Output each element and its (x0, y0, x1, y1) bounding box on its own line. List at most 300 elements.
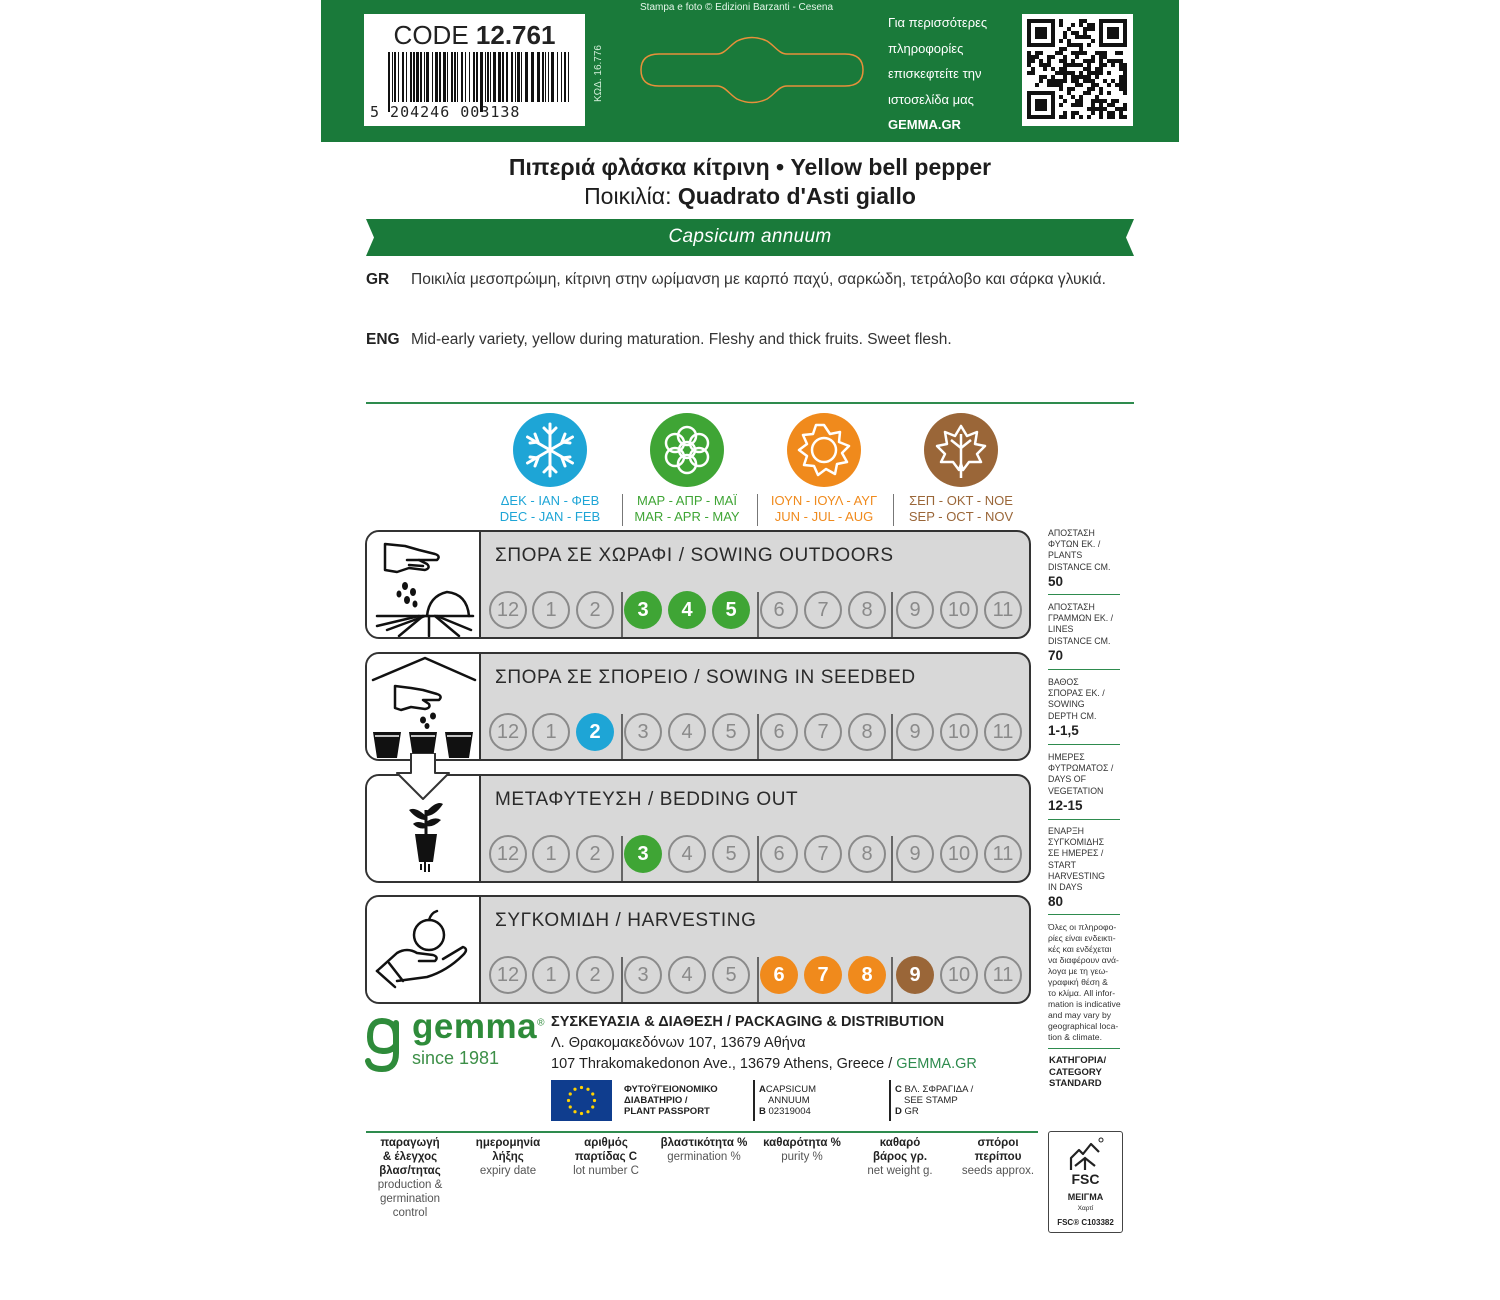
month-circle: 6 (760, 835, 798, 873)
brand-since: since 1981 (412, 1048, 500, 1068)
footer-col-germination (654, 1136, 754, 1164)
qr-module (1071, 79, 1075, 83)
qr-module (1043, 107, 1047, 111)
brand-reg: ® (537, 1017, 545, 1029)
qr-module (1047, 63, 1051, 67)
quarter-divider (621, 714, 623, 759)
month-circle: 6 (760, 591, 798, 629)
qr-module (1063, 63, 1067, 67)
footer-label-gr: βάρος γρ. (872, 1151, 928, 1163)
qr-module (1083, 91, 1087, 95)
qr-module (1115, 27, 1119, 31)
season-label-en: MAR - APR - MAY (634, 509, 740, 524)
qr-module (1027, 51, 1031, 55)
description-text: Ποικιλία μεσοπρώιμη, κίτρινη στην ωρίμανση με καρπό παχύ, σαρκώδη, τετράλοβο και σάρκα γλυκιά. (411, 271, 1106, 288)
qr-module (1043, 75, 1047, 79)
barcode-bar (402, 52, 404, 102)
month-circle: 11 (984, 835, 1022, 873)
qr-module (1039, 79, 1043, 83)
barcode-bar (515, 52, 516, 102)
info-label: ΓΡΑΜΜΩΝ ΕΚ. / (1048, 613, 1114, 624)
barcode-bar (511, 52, 513, 102)
month-circle: 7 (804, 835, 842, 873)
barcode-bar (410, 52, 412, 102)
qr-module (1087, 75, 1091, 79)
qr-module (1079, 23, 1083, 27)
website-link[interactable]: GEMMA.GR (896, 1056, 977, 1072)
more-info-line: επισκεφτείτε την (888, 66, 982, 81)
passport-value: 02319004 (768, 1106, 811, 1117)
footer-col-expiry (458, 1136, 558, 1178)
qr-module (1123, 87, 1127, 91)
barcode-bar (432, 52, 433, 102)
qr-module (1119, 87, 1123, 91)
qr-module (1039, 43, 1043, 47)
footer-label-gr: καθαρό (879, 1137, 921, 1149)
qr-module (1027, 63, 1031, 67)
passport-key: B (759, 1106, 766, 1117)
qr-module (1099, 59, 1103, 63)
qr-module (1079, 75, 1083, 79)
footer-col-weight (850, 1136, 950, 1178)
qr-module (1119, 107, 1123, 111)
qr-module (1099, 91, 1103, 95)
info-label: VEGETATION (1048, 785, 1104, 796)
qr-module (1051, 111, 1055, 115)
qr-module (1095, 71, 1099, 75)
brand-word: gemma (412, 1007, 538, 1046)
arrow-down-icon (395, 753, 451, 801)
qr-module (1063, 111, 1067, 115)
qr-module (1091, 71, 1095, 75)
passport-fields-ab (759, 1084, 816, 1117)
info-divider (1048, 669, 1120, 670)
disclaimer-line: and may vary by (1048, 1010, 1112, 1020)
qr-module (1083, 35, 1087, 39)
address-en (551, 1056, 977, 1072)
month-circle: 10 (940, 713, 978, 751)
qr-module (1123, 39, 1127, 43)
qr-module (1035, 91, 1039, 95)
qr-module (1103, 43, 1107, 47)
qr-module (1031, 67, 1035, 71)
qr-module (1111, 115, 1115, 119)
month-circle: 5 (712, 713, 750, 751)
qr-module (1079, 95, 1083, 99)
month-circle: 12 (489, 713, 527, 751)
qr-module (1027, 23, 1031, 27)
fsc-label: ΜΕΙΓΜΑ (1067, 1192, 1104, 1202)
footer-label-gr: παραγωγή (380, 1137, 440, 1149)
qr-module (1095, 99, 1099, 103)
eu-star (591, 1105, 594, 1108)
qr-module (1047, 55, 1051, 59)
month-circle: 12 (489, 591, 527, 629)
month-circle: 3 (624, 713, 662, 751)
barcode-bar (392, 52, 393, 102)
qr-module (1123, 79, 1127, 83)
barcode-bar (476, 52, 478, 102)
qr-module (1031, 59, 1035, 63)
qr-module (1115, 107, 1119, 111)
qr-module (1035, 27, 1039, 31)
hang-hole-icon (637, 36, 867, 104)
barcode-bar (564, 52, 566, 102)
qr-module (1035, 43, 1039, 47)
qr-module (1059, 39, 1063, 43)
qr-module (1035, 83, 1039, 87)
qr-module (1079, 47, 1083, 51)
qr-module (1091, 83, 1095, 87)
qr-module (1075, 103, 1079, 107)
qr-module (1099, 115, 1103, 119)
qr-module (1035, 115, 1039, 119)
qr-module (1027, 27, 1031, 31)
season-label-en: JUN - JUL - AUG (774, 509, 874, 524)
disclaimer-line: geographical loca- (1048, 1021, 1119, 1031)
row-icon-cell (367, 897, 481, 1002)
qr-module (1027, 19, 1031, 23)
barcode-bar (531, 52, 534, 102)
qr-module (1031, 55, 1035, 59)
quarter-divider (891, 714, 893, 759)
fsc-name: FSC (1071, 1171, 1100, 1187)
passport-label-line: ΦΥΤΟΫΓΕΙΟΝΟΜΙΚΟ (624, 1084, 718, 1095)
qr-module (1111, 111, 1115, 115)
barcode-bar (521, 52, 522, 102)
month-circle: 2 (576, 956, 614, 994)
qr-module (1119, 67, 1123, 71)
month-circle: 10 (940, 591, 978, 629)
barcode-bar (406, 52, 407, 102)
qr-module (1035, 35, 1039, 39)
barcode-bar (461, 52, 463, 102)
barcode-bar (420, 52, 422, 102)
footer-label-en: expiry date (479, 1165, 537, 1177)
disclaimer-line: το κλίμα. All infor- (1048, 988, 1116, 998)
month-circle: 6 (760, 713, 798, 751)
footer-divider (366, 1131, 1038, 1133)
qr-box[interactable] (1022, 14, 1133, 126)
month-circle: 4 (668, 713, 706, 751)
qr-module (1071, 63, 1075, 67)
qr-module (1055, 71, 1059, 75)
eu-star (567, 1099, 570, 1102)
qr-module (1111, 35, 1115, 39)
info-label: ΣΥΓΚΟΜΙΔΗΣ (1048, 837, 1105, 848)
qr-module (1083, 51, 1087, 55)
qr-module (1111, 103, 1115, 107)
footer-label-gr: λήξης (492, 1151, 524, 1163)
passport-label-line: ΔΙΑΒΑΤΗΡΙΟ / (624, 1095, 688, 1106)
qr-module (1103, 63, 1107, 67)
qr-module (1083, 67, 1087, 71)
disclaimer-line: ρίες είναι ενδεικτι- (1048, 933, 1116, 943)
qr-module (1115, 51, 1119, 55)
qr-module (1075, 55, 1079, 59)
qr-module (1103, 55, 1107, 59)
qr-module (1051, 55, 1055, 59)
website-link[interactable]: GEMMA.GR (888, 117, 961, 132)
qr-module (1103, 107, 1107, 111)
qr-module (1091, 99, 1095, 103)
month-circle: 10 (940, 956, 978, 994)
season-label-gr: ΜΑΡ - ΑΠΡ - ΜΑΪ (637, 493, 737, 508)
info-days-vegetation (1048, 752, 1120, 814)
qr-module (1027, 59, 1031, 63)
barcode-bar (561, 52, 562, 102)
month-circle: 5 (712, 835, 750, 873)
qr-module (1067, 71, 1071, 75)
qr-module (1099, 51, 1103, 55)
qr-module (1087, 115, 1091, 119)
eu-star (580, 1112, 583, 1115)
barcode-bar (454, 52, 456, 102)
footer-col-seeds (948, 1136, 1048, 1178)
month-circle-active: 3 (624, 835, 662, 873)
season-autumn (893, 412, 1029, 525)
info-label: LINES (1048, 624, 1074, 635)
barcode-bar (557, 52, 558, 102)
info-sowing-depth (1048, 677, 1120, 739)
qr-module (1059, 103, 1063, 107)
qr-module (1087, 35, 1091, 39)
product-code (364, 20, 585, 51)
info-label: DISTANCE CM. (1048, 561, 1111, 572)
info-label: DEPTH CM. (1048, 710, 1097, 721)
qr-module (1115, 83, 1119, 87)
qr-module (1099, 67, 1103, 71)
qr-module (1119, 83, 1123, 87)
qr-module (1087, 23, 1091, 27)
eu-star (569, 1092, 572, 1095)
month-circle: 9 (896, 713, 934, 751)
qr-module (1099, 71, 1103, 75)
qr-module (1119, 115, 1123, 119)
qr-module (1111, 79, 1115, 83)
qr-module (1075, 99, 1079, 103)
qr-module (1087, 87, 1091, 91)
qr-module (1087, 43, 1091, 47)
month-circle: 11 (984, 591, 1022, 629)
qr-module (1123, 31, 1127, 35)
qr-module (1091, 79, 1095, 83)
qr-module (1115, 43, 1119, 47)
info-label: PLANTS (1048, 550, 1083, 561)
qr-module (1051, 39, 1055, 43)
quarter-divider (757, 714, 759, 759)
qr-module (1087, 107, 1091, 111)
season-label-gr: ΙΟΥΝ - ΙΟΥΛ - ΑΥΓ (770, 493, 878, 508)
info-label: ΕΝΑΡΞΗ (1048, 826, 1085, 836)
qr-module (1107, 103, 1111, 107)
passport-value: ANNUUM (768, 1095, 810, 1106)
qr-module (1043, 67, 1047, 71)
barcode-bar (537, 52, 540, 102)
qr-module (1043, 35, 1047, 39)
qr-module (1075, 79, 1079, 83)
barcode-bar (493, 52, 496, 102)
qr-module (1107, 59, 1111, 63)
barcode-bar (517, 52, 520, 102)
info-label: IN DAYS (1048, 882, 1083, 893)
qr-module (1063, 59, 1067, 63)
row-harvesting (365, 895, 1031, 1004)
qr-module (1051, 35, 1055, 39)
quarter-divider (757, 836, 759, 881)
qr-module (1099, 99, 1103, 103)
qr-module (1071, 51, 1075, 55)
qr-module (1123, 43, 1127, 47)
qr-module (1059, 19, 1063, 23)
qr-module (1047, 43, 1051, 47)
footer-label-en: purity % (781, 1151, 823, 1163)
month-circle: 12 (489, 956, 527, 994)
row-sowing-outdoors (365, 530, 1031, 639)
qr-module (1075, 31, 1079, 35)
footer-label-gr: & έλεγχος (382, 1151, 438, 1163)
footer-label-gr: βλαστικότητα % (660, 1137, 748, 1149)
footer-label-gr: περίπου (974, 1151, 1022, 1163)
category-line: STANDARD (1049, 1078, 1102, 1089)
more-info-line: ιστοσελίδα μας (888, 91, 974, 107)
qr-module (1115, 19, 1119, 23)
qr-module (1063, 115, 1067, 119)
passport-key: D (895, 1106, 902, 1117)
sowing-outdoors-icon (367, 532, 481, 637)
info-start-harvesting (1048, 826, 1120, 910)
qr-module (1047, 19, 1051, 23)
qr-module (1123, 19, 1127, 23)
qr-module (1079, 103, 1083, 107)
qr-module (1107, 71, 1111, 75)
qr-module (1043, 115, 1047, 119)
qr-module (1107, 35, 1111, 39)
footer-label-gr: παρτίδας C (574, 1151, 638, 1163)
qr-module (1027, 91, 1031, 95)
info-label: SOWING (1048, 699, 1085, 710)
qr-module (1099, 55, 1103, 59)
qr-module (1087, 91, 1091, 95)
info-value: 80 (1048, 894, 1064, 910)
footer-col-purity (752, 1136, 852, 1164)
qr-module (1083, 27, 1087, 31)
qr-module (1111, 19, 1115, 23)
qr-module (1071, 43, 1075, 47)
qr-module (1027, 35, 1031, 39)
month-circle-active: 4 (668, 591, 706, 629)
qr-module (1039, 31, 1043, 35)
row-sowing-seedbed (365, 652, 1031, 761)
qr-module (1043, 103, 1047, 107)
qr-module (1107, 31, 1111, 35)
qr-module (1111, 31, 1115, 35)
category-line: CATEGORY (1049, 1066, 1102, 1078)
month-circle: 1 (532, 835, 570, 873)
month-circle: 11 (984, 713, 1022, 751)
qr-module (1039, 99, 1043, 103)
qr-module (1083, 75, 1087, 79)
qr-module (1035, 31, 1039, 35)
barcode-digits: 5 204246 003138 (370, 103, 521, 121)
barcode-bar (490, 52, 491, 102)
qr-module (1063, 75, 1067, 79)
season-label-en: SEP - OCT - NOV (908, 509, 1014, 524)
barcode-bar (443, 52, 446, 102)
qr-module (1123, 67, 1127, 71)
qr-module (1035, 103, 1039, 107)
qr-module (1123, 91, 1127, 95)
qr-module (1107, 83, 1111, 87)
footer-label-gr: σπόροι (977, 1137, 1019, 1149)
month-circle: 7 (804, 713, 842, 751)
qr-module (1059, 87, 1063, 91)
barcode-bar (435, 52, 438, 102)
qr-module (1091, 55, 1095, 59)
qr-module (1107, 19, 1111, 23)
qr-module (1067, 43, 1071, 47)
qr-module (1099, 31, 1103, 35)
qr-module (1119, 43, 1123, 47)
qr-module (1071, 111, 1075, 115)
info-plants-distance (1048, 528, 1120, 590)
qr-module (1091, 103, 1095, 107)
qr-module (1123, 23, 1127, 27)
qr-module (1119, 75, 1123, 79)
qr-module (1051, 43, 1055, 47)
kod-code: ΚΩΔ. 16.776 (593, 45, 604, 102)
qr-module (1099, 39, 1103, 43)
quarter-divider (891, 957, 893, 1002)
qr-module (1047, 91, 1051, 95)
info-divider (1048, 819, 1120, 820)
passport-value: CAPSICUM (765, 1084, 817, 1095)
qr-module (1123, 103, 1127, 107)
header-band (321, 0, 1179, 142)
disclaimer-line: κές και ενδέχεται (1048, 944, 1112, 954)
qr-module (1067, 39, 1071, 43)
qr-module (1091, 111, 1095, 115)
qr-module (1083, 19, 1087, 23)
qr-module (1075, 83, 1079, 87)
qr-module (1123, 107, 1127, 111)
qr-module (1063, 67, 1067, 71)
footer-label-gr: βλασ/τητας (379, 1165, 441, 1177)
qr-module (1043, 31, 1047, 35)
qr-module (1071, 71, 1075, 75)
qr-module (1123, 27, 1127, 31)
month-circle: 9 (896, 591, 934, 629)
qr-module (1079, 43, 1083, 47)
flower-icon (649, 412, 725, 488)
variety-line (321, 183, 1179, 210)
variety-prefix: Ποικιλία: (584, 183, 672, 209)
qr-module (1063, 31, 1067, 35)
info-label: ΦΥΤΩΝ ΕΚ. / (1048, 539, 1101, 550)
month-circle-active: 6 (760, 956, 798, 994)
info-label: ΗΜΕΡΕΣ (1048, 752, 1085, 762)
qr-module (1059, 47, 1063, 51)
qr-module (1103, 79, 1107, 83)
eu-star (593, 1099, 596, 1102)
qr-module (1051, 67, 1055, 71)
qr-module (1035, 99, 1039, 103)
month-circle: 4 (668, 956, 706, 994)
barcode-bar (426, 52, 429, 102)
more-info-text (888, 10, 1023, 138)
qr-module (1051, 91, 1055, 95)
barcode-bar (394, 52, 396, 102)
